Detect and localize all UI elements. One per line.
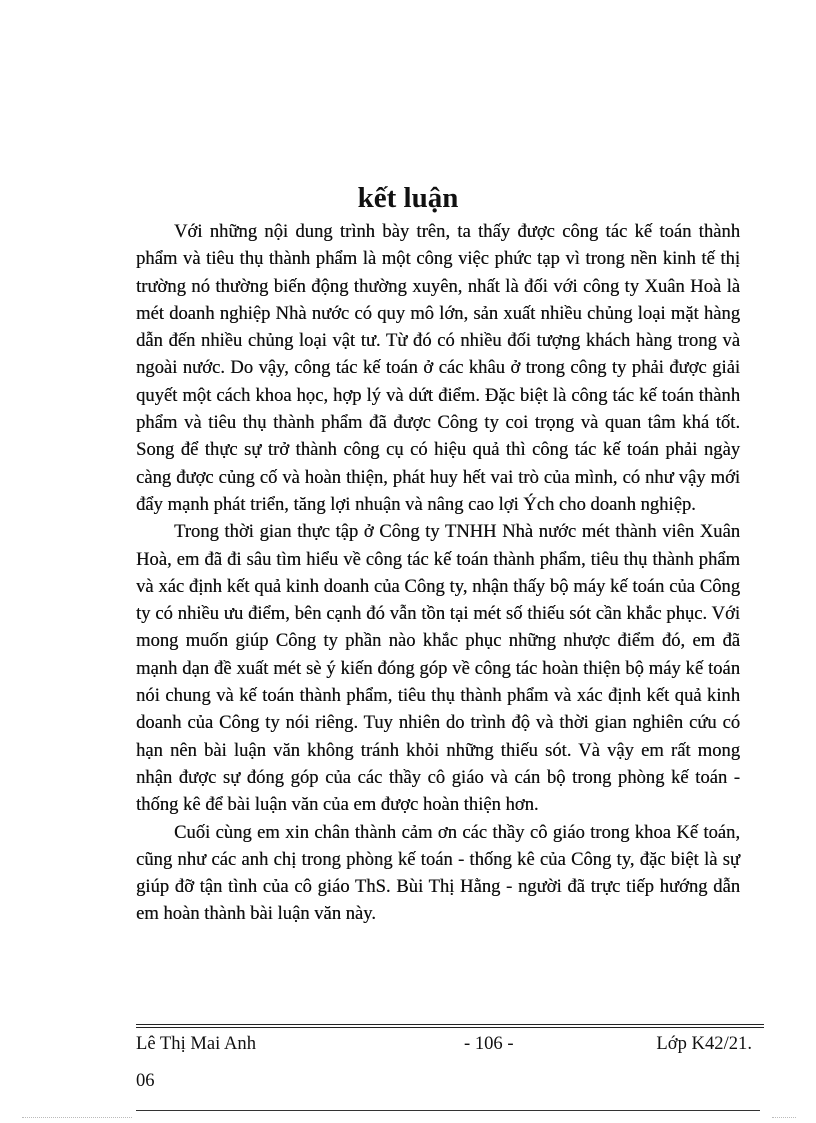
footer-class: Lớp K42/21. bbox=[656, 1033, 752, 1054]
footer-class-continuation: 06 bbox=[136, 1070, 155, 1091]
footer-divider-top-double bbox=[136, 1027, 764, 1028]
paragraph-2: Trong thời gian thực tập ở Công ty TNHH Nhà nước mét thành viên Xuân Hoà, em đã đi sâu tìm hiểu về công tác kế toán thành phẩm, tiêu thụ thành phẩm và xác định kết quả kinh doanh của Công ty, nhận thấy bộ máy kế toán của Công ty có nhiều ưu điểm, bên cạnh đó vẫn tồn tại mét số thiếu sót cần khắc phục. Với mong muốn giúp Công ty phần nào khắc phục những nhược điểm đó, em đã mạnh dạn đề xuất mét sè ý kiến đóng góp về công tác hoàn thiện bộ máy kế toán nói chung và kế toán thành phẩm, tiêu thụ thành phẩm và xác định kết quả kinh doanh của Công ty nói riêng. Tuy nhiên do trình độ và thời gian nghiên cứu có hạn nên bài luận văn không tránh khỏi những thiếu sót. Và vậy em rất mong nhận được sự đóng góp của các thầy cô giáo và cán bộ trong phòng kế toán - thống kê để bài luận văn của em được hoàn thiện hơn. bbox=[136, 521, 740, 816]
footer-divider-bottom bbox=[136, 1110, 760, 1111]
footer-divider-top bbox=[136, 1024, 764, 1025]
page-title: kết luận bbox=[357, 182, 459, 214]
paragraph-3: Cuối cùng em xin chân thành cảm ơn các thầy cô giáo trong khoa Kế toán, cũng như các anh chị trong phòng kế toán - thống kê của Công ty, đặc biệt là sự giúp đỡ tận tình của cô giáo ThS. Bùi Thị Hằng - người đã trực tiếp hướng dẫn em hoàn thành bài luận văn này. bbox=[136, 821, 740, 925]
footer bbox=[136, 1030, 752, 1058]
body-text bbox=[136, 218, 740, 928]
paragraph-1: Với những nội dung trình bày trên, ta thấy được công tác kế toán thành phẩm và tiêu thụ thành phẩm là một công việc phức tạp vì trong nền kinh tế thị trường nó thường biến động thường xuyên, nhất là đối với công ty Xuân Hoà là mét doanh nghiệp Nhà nước có quy mô lớn, sản xuất nhiều chủng loại mặt hàng dẫn đến nhiều chủng loại vật tư. Từ đó có nhiều đối tượng khách hàng trong và ngoài nước. Do vậy, công tác kế toán ở các khâu ở trong công ty phải được giải quyết một cách khoa học, hợp lý và dứt điểm. Đặc biệt là công tác kế toán thành phẩm và tiêu thụ thành phẩm đã được Công ty coi trọng và quan tâm khá tốt. Song để thực sự trở thành công cụ có hiệu quả thì công tác kế toán phải ngày càng được củng cố và hoàn thiện, phát huy hết vai trò của mình, có như vậy mới đẩy mạnh phát triển, tăng lợi nhuận và nâng cao lợi Ých cho doanh nghiệp. bbox=[136, 221, 740, 515]
page-edge-dots-right bbox=[772, 1117, 796, 1118]
footer-page-number: - 106 - bbox=[464, 1033, 514, 1054]
footer-author: Lê Thị Mai Anh bbox=[136, 1033, 256, 1054]
page-edge-dots-left bbox=[22, 1117, 132, 1118]
